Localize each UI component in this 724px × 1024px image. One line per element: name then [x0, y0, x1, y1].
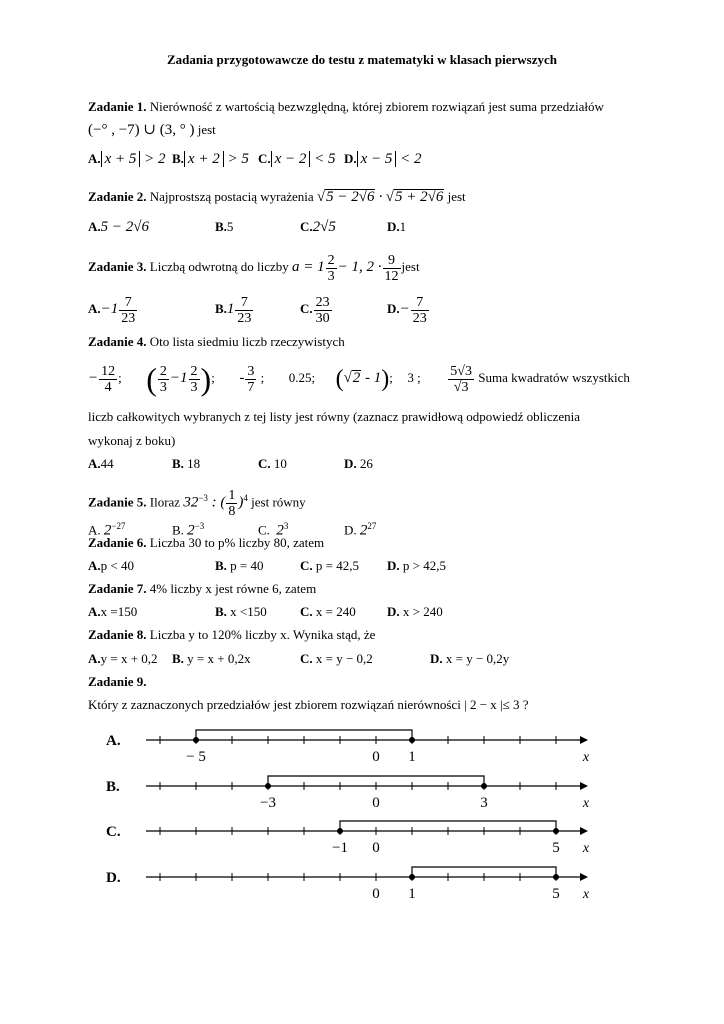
interval-end-label: 5 [552, 886, 560, 902]
arrow-right-icon [580, 873, 588, 881]
zero-label: 0 [372, 886, 380, 902]
task-4-option-c[interactable]: C. 10 [258, 456, 287, 471]
task-7-option-d[interactable]: D. x > 240 [387, 604, 443, 619]
task-1-prompt [88, 98, 604, 116]
task-4-option-a[interactable]: A.44 [88, 456, 114, 471]
task-5-option-d[interactable]: D. $2^{27}$ [344, 521, 377, 539]
task-6-option-c[interactable]: C. p = 42,5 [300, 558, 359, 573]
interval-endpoint [553, 874, 559, 880]
sqrt-icon: √ [385, 189, 394, 205]
task-2-option-d[interactable]: D.1 [387, 219, 407, 234]
task-8-text: Liczba y to 120% liczby x. Wynika stąd, że [149, 627, 376, 642]
task-7-text: 4% liczby x jest równe 6, zatem [149, 581, 317, 596]
task-9-label: Zadanie 9. [88, 674, 147, 689]
task-4-option-b[interactable]: B. 18 [172, 456, 201, 471]
interval-start-label: 1 [408, 886, 416, 902]
interval-endpoint [337, 828, 343, 834]
number-line-letter: B. [106, 779, 120, 795]
task-1-text: Nierówność z wartością bezwzględną, której zbiorem rozwiązań jest suma przedziałów [149, 99, 604, 114]
task-2-option-b[interactable]: B.5 [215, 219, 234, 234]
task-7-option-a[interactable]: A.x =150 [88, 604, 138, 619]
task-7-prompt: Zadanie 7. 4% liczby x jest równe 6, zatem [88, 581, 317, 596]
task-3-option-a[interactable]: A.−1 $\frac{7}{23}$ [88, 294, 136, 326]
task-3-option-d[interactable]: D.− $\frac{7}{23}$ [387, 294, 427, 326]
number-line-letter: C. [106, 824, 121, 840]
interval-endpoint [409, 737, 415, 743]
task-2-prompt: Zadanie 2. Najprostszą postacią wyrażenia √5 − 2√6 · √5 + 2√6 jest [88, 189, 466, 205]
task-3-label: Zadanie 3. [88, 259, 147, 274]
number-line-letter: A. [106, 733, 121, 749]
task-5-text: Iloraz [149, 494, 181, 510]
task-8-option-a[interactable]: A.y = x + 0,2 [88, 651, 158, 666]
task-5-prompt: Zadanie 5. Iloraz $32^{-3}$ : ( $\frac{1}{8}$ )$^4$ jest równy [88, 487, 306, 519]
task-4-label: Zadanie 4. [88, 334, 147, 349]
interval-endpoint [265, 783, 271, 789]
task-6-option-a[interactable]: A.p < 40 [88, 558, 134, 573]
interval-start-label: − 5 [186, 749, 206, 765]
task-8-option-d[interactable]: D. x = y − 0,2y [430, 651, 510, 666]
task-2-option-a[interactable]: A.5 − 2√6 [88, 219, 149, 235]
interval-end-label: 5 [552, 840, 560, 856]
task-1-tail: jest [197, 122, 216, 137]
task-2-radicand-2: 5 + 2√6 [394, 189, 444, 205]
task-2-tail: jest [447, 189, 466, 204]
task-3-option-b[interactable]: B.1 $\frac{7}{23}$ [215, 294, 252, 326]
task-4-number-list: − $\frac{12}{4}$ ; ( $\frac{2}{3}$ −1 $\frac{2}{3}$ ); - $\frac{3}{7}$ ; 0.25; (√2 - 1); 3 ; $\frac{5√3}{√3}$ Suma kwadratów wszystkich [88, 361, 630, 398]
task-4-prompt [88, 333, 345, 351]
task-1-option-c[interactable]: C. x − 2 < 5 [258, 151, 336, 167]
task-1-option-a[interactable]: A. x + 5 > 2 [88, 151, 166, 167]
sqrt-icon: √ [316, 189, 326, 205]
task-1-option-d[interactable]: D. x − 5 < 2 [344, 151, 422, 167]
task-9-question: Który z zaznaczonych przedziałów jest zbiorem rozwiązań nierówności | 2 − x |≤ 3 ? [88, 697, 529, 712]
task-5-option-b[interactable]: B. $2^{-3}$ [172, 521, 205, 539]
task-2-text: Najprostszą postacią wyrażenia [149, 189, 314, 204]
task-8-prompt: Zadanie 8. Liczba y to 120% liczby x. Wynika stąd, że [88, 627, 376, 642]
task-2-radicand-1: 5 − 2√6 [326, 189, 375, 205]
fraction: $\frac{12}{4}$ [101, 363, 116, 395]
task-7-option-c[interactable]: C. x = 240 [300, 604, 356, 619]
task-1-label: Zadanie 1. [88, 99, 147, 114]
task-2-label: Zadanie 2. [88, 189, 147, 204]
interval-start-label: −3 [260, 795, 276, 811]
task-6-prompt: Zadanie 6. Liczba 30 to p% liczby 80, zatem [88, 535, 325, 550]
task-4-line-3: wykonaj z boku) [88, 433, 176, 448]
arrow-right-icon [580, 736, 588, 744]
task-5-option-a[interactable]: A. $2^{-27}$ [88, 521, 126, 539]
arrow-right-icon [580, 827, 588, 835]
task-4-option-d[interactable]: D. 26 [344, 456, 373, 471]
task-3-text: Liczbą odwrotną do liczby [149, 259, 289, 274]
task-5-option-c[interactable]: C. $2^3$ [258, 521, 289, 539]
interval-endpoint [409, 874, 415, 880]
interval-endpoint [481, 783, 487, 789]
fraction: $\frac{9}{12}$ [384, 252, 399, 284]
axis-variable-label: x [582, 750, 590, 765]
interval-start-label: −1 [332, 840, 348, 856]
task-2-option-c[interactable]: C.2√5 [300, 219, 336, 235]
task-4-text: Oto lista siedmiu liczb rzeczywistych [149, 334, 345, 349]
fraction: $\frac{2}{3}$ [327, 252, 335, 284]
zero-label: 0 [372, 749, 380, 765]
task-4-line-2: liczb całkowitych wybranych z tej listy jest równy (zaznacz prawidłową odpowiedź obliczenia [88, 409, 581, 424]
task-1-option-b[interactable]: B. x + 2 > 5 [172, 151, 249, 167]
task-5-label: Zadanie 5. [88, 494, 147, 510]
task-8-option-c[interactable]: C. x = y − 0,2 [300, 651, 373, 666]
task-3-option-c[interactable]: C. $\frac{23}{30}$ [300, 294, 330, 326]
interval-endpoint [553, 828, 559, 834]
axis-variable-label: x [582, 796, 590, 811]
task-5-tail: jest równy [251, 494, 306, 510]
axis-variable-label: x [582, 841, 590, 856]
interval-end-label: 3 [480, 795, 488, 811]
task-1-set-line [88, 121, 216, 139]
interval-endpoint [193, 737, 199, 743]
task-6-text: Liczba 30 to p% liczby 80, zatem [149, 535, 325, 550]
number-line-letter: D. [106, 870, 121, 886]
page-title: Zadania przygotowawcze do testu z matematyki w klasach pierwszych [167, 52, 557, 67]
task-1-interval-set: (−° , −7) ∪ (3, ° ) [88, 122, 195, 138]
task-6-option-d[interactable]: D. p > 42,5 [387, 558, 446, 573]
task-4-tail: Suma kwadratów wszystkich [478, 370, 630, 385]
task-7-option-b[interactable]: B. x <150 [215, 604, 267, 619]
task-9-number-lines [0, 720, 724, 920]
task-8-option-b[interactable]: B. y = x + 0,2x [172, 651, 251, 666]
task-3-tail: jest [401, 259, 420, 274]
arrow-right-icon [580, 782, 588, 790]
axis-variable-label: x [582, 887, 590, 902]
task-3-prompt: Zadanie 3. Liczbą odwrotną do liczby a = 1 $\frac{2}{3}$ − 1, 2 · $\frac{9}{12}$ jest [88, 252, 420, 284]
zero-label: 0 [372, 840, 380, 856]
interval-end-label: 1 [408, 749, 416, 765]
task-6-option-b[interactable]: B. p = 40 [215, 558, 264, 573]
zero-label: 0 [372, 795, 380, 811]
